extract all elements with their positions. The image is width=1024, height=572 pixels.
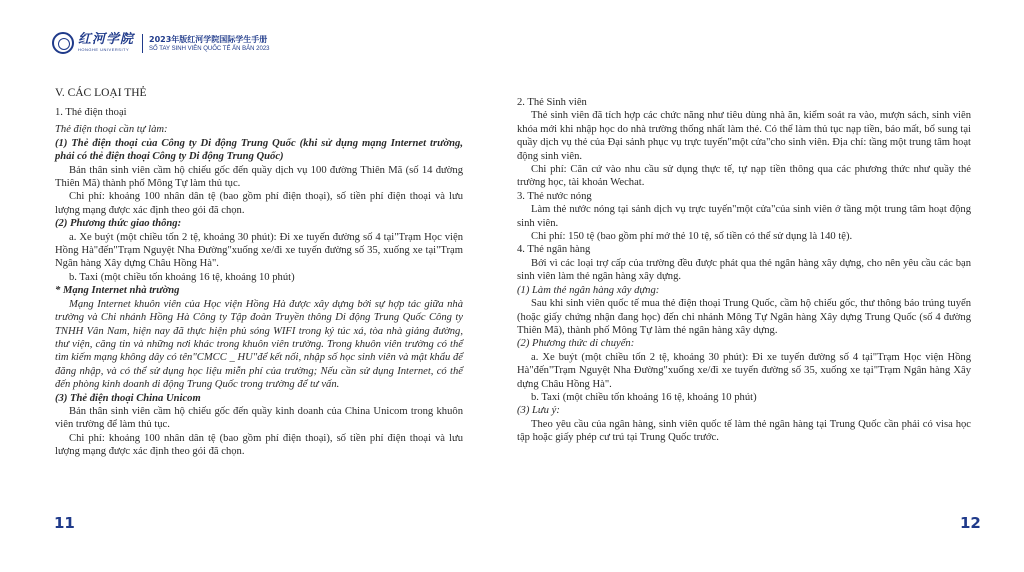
header-text	[142, 34, 269, 53]
paragraph: Thẻ sinh viên đã tích hợp các chức năng như tiêu dùng nhà ăn, kiểm soát ra vào, mượn sách, sinh viên khóa mới khi nhập học do nhà trường thống nhất làm thẻ. Có thể làm thủ tục nạp tiền, báo mất, bổ sung tại quầy dịch vụ thẻ của Đại sảnh phục vụ trực tuyến"một cửa"cho sinh viên. Địa chỉ: tầng một trung tâm hoạt động sinh viên.	[517, 110, 971, 162]
subheading-note: (3) Lưu ý:	[517, 405, 560, 417]
subheading-china-mobile: (1) Thẻ điện thoại của Công ty Di động Trung Quốc (khi sử dụng mạng Internet trường, phải có thẻ điện thoại Công ty Di động Trung Quốc)	[55, 137, 463, 163]
header-subtitle: SỔ TAY SINH VIÊN QUỐC TẾ ẤN BẢN 2023	[149, 45, 270, 52]
page-number-right: 12	[960, 514, 981, 532]
paragraph: Chi phí: khoảng 100 nhân dân tệ (bao gồm phí điện thoại), số tiền phí điện thoại và lưu lượng mạng được xác định theo gói đã chọn.	[55, 432, 463, 458]
paragraph: Làm thẻ nước nóng tại sảnh dịch vụ trực tuyến"một cửa"của sinh viên ở tầng một trung tâm hoạt động sinh viên.	[517, 204, 971, 229]
paragraph: Bản thân sinh viên cầm hộ chiếu gốc đến quầy dịch vụ 100 đường Thiên Mã (số 14 đường Thiên Mã) thành phố Mông Tự làm thủ tục.	[55, 164, 463, 190]
paragraph: Chi phí: Căn cứ vào nhu cầu sử dụng thực tế, tự nạp tiền thông qua các phương thức như quầy thẻ trường học, tài khoản Wechat.	[517, 164, 971, 189]
paragraph: Bởi vì các loại trợ cấp của trường đều được phát qua thẻ ngân hàng xây dựng, cho nên yêu cầu các bạn sinh viên làm thẻ ngân hàng xây dựng.	[517, 257, 971, 283]
paragraph: Chi phí: khoảng 100 nhân dân tệ (bao gồm phí điện thoại), số tiền phí điện thoại và lưu lượng mạng được xác định theo gói đã chọn.	[55, 191, 463, 216]
section-title: V. CÁC LOẠI THẺ	[55, 87, 147, 99]
subheading-make-bank-card: (1) Làm thẻ ngân hàng xây dựng:	[517, 284, 660, 296]
paragraph: b. Taxi (một chiều tốn khoảng 16 tệ, khoảng 10 phút)	[531, 391, 757, 403]
heading-student-card: 2. Thẻ Sinh viên	[517, 97, 587, 108]
phone-card-intro: Thẻ điện thoại cần tự làm:	[55, 124, 168, 136]
logo-english: HONGHE UNIVERSITY	[78, 47, 130, 52]
left-column	[55, 86, 463, 459]
paragraph: b. Taxi (một chiều tốn khoảng 16 tệ, khoảng 10 phút)	[69, 271, 295, 283]
subheading-transport: (2) Phương thức giao thông:	[55, 218, 182, 230]
subheading-campus-internet: * Mạng Internet nhà trường	[55, 285, 180, 297]
subheading-transport: (2) Phương thức di chuyển:	[517, 338, 635, 350]
paragraph: Mạng Internet khuôn viên của Học viện Hồng Hà được xây dựng bởi sự hợp tác giữa nhà trường và Chi nhánh Hồng Hà Công ty Tập đoàn Truyền thông Di động Trung Quốc Công ty TNHH Vân Nam, hiện nay đã thực hiện phủ sóng WIFI trong ký túc xá, tòa nhà giảng đường, thư viện, căng tin và những nơi khác trong khuôn viên trường. Trong khuôn viên trường có thể tìm kiếm mạng không dây có tên"CMCC _ HU"để kết nối, nhập số học sinh viên và mật khẩu để đăng nhập, và có thể sử dụng học liệu miễn phí của trường; Nếu cần sử dụng Internet, có thể đến phòng kinh doanh di động Trung Quốc trong trường để tư vấn.	[55, 298, 463, 391]
paragraph: a. Xe buýt (một chiều tốn 2 tệ, khoảng 30 phút): Đi xe tuyến đường số 4 tại"Trạm Học viện Hồng Hà"đến"Trạm Nguyệt Nha Đường"xuống xe/đi xe tuyến đường số 35, xuống xe tại"Trạm Ngân hàng Xây dựng Châu Hồng Hà".	[55, 231, 463, 270]
heading-hot-water-card: 3. Thẻ nước nóng	[517, 190, 592, 202]
page-number-left: 11	[54, 514, 75, 532]
university-logo	[78, 33, 134, 53]
university-seal-icon	[52, 32, 74, 54]
page-header	[52, 30, 270, 56]
paragraph: Theo yêu cầu của ngân hàng, sinh viên quốc tế làm thẻ ngân hàng tại Trung Quốc cần phải có visa học tập hoặc giấy phép cư trú tại Trung Quốc trước.	[517, 418, 971, 444]
heading-bank-card: 4. Thẻ ngân hàng	[517, 244, 591, 256]
paragraph: Bản thân sinh viên cầm hộ chiếu gốc đến quầy kinh doanh của China Unicom trong khuôn viên trường để làm thủ tục.	[55, 405, 463, 431]
paragraph: Chi phí: 150 tệ (bao gồm phí mở thẻ 10 tệ, số tiền có thể sử dụng là 140 tệ).	[531, 231, 853, 243]
heading-phone-card: 1. Thẻ điện thoại	[55, 107, 127, 118]
header-title: 2023年版红河学院国际学生手册	[149, 34, 268, 44]
paragraph: a. Xe buýt (một chiều tốn 2 tệ, khoảng 30 phút): Đi xe tuyến đường số 4 tại"Trạm Học viện Hồng Hà"đến"Trạm Nguyệt Nha Đường"xuống xe/đi xe tuyến đường số 35, xuống xe tại"Trạm Ngân hàng Xây dựng Châu Hồng Hà".	[517, 351, 971, 390]
logo-chinese: 红河学院	[78, 32, 135, 47]
right-column	[517, 96, 971, 445]
subheading-china-unicom: (3) Thẻ điện thoại China Unicom	[55, 392, 201, 404]
paragraph: Sau khi sinh viên quốc tế mua thẻ điện thoại Trung Quốc, cầm hộ chiếu gốc, thư thông báo trúng tuyển (hoặc giấy chứng nhận đang học) đến chi nhánh Mông Tự Ngân hàng Xây dựng Trung Quốc (số 4 đường Thiên Mã), thành phố Mông Tự làm thẻ ngân hàng xây dựng.	[517, 298, 971, 336]
